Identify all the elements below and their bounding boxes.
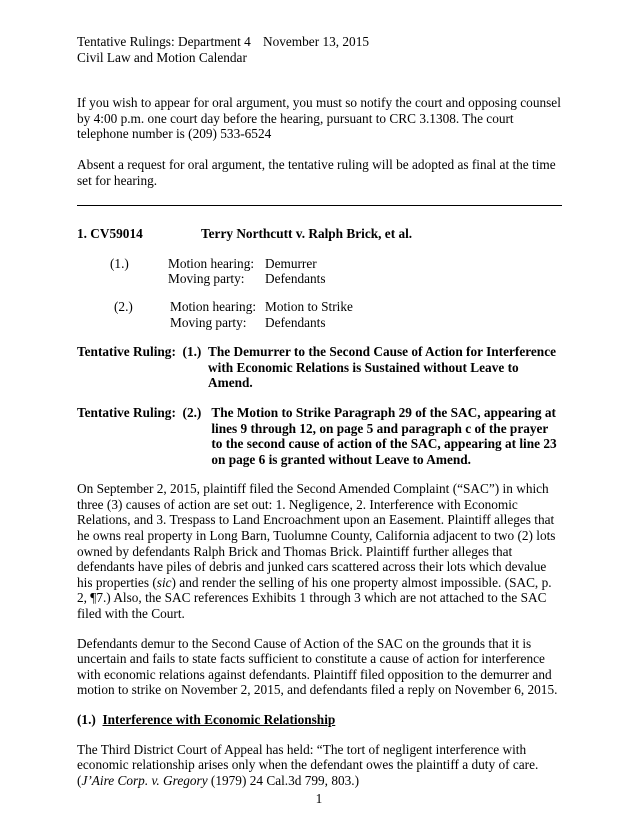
- background-paragraph: On September 2, 2015, plaintiff filed the Second Amended Complaint (“SAC”) in which three (3) causes of action are set out: 1. Negligence, 2. Interference with Economic Relations, and 3. Trespass to Land Encroachment upon an Easement. Plaintiff alleges that he owns real property in Long Barn, Tuolumne County, California adjacent to two (2) lots owned by defendants Ralph Brick and Thomas Brick. Plaintiff further alleges that defendants have piles of debris and junked cars scattered across their lots which devalue his properties (sic) and render the selling of his one property almost impossible. (SAC, p. 2, ¶7.) Also, the SAC references Exhibits 1 through 3 which are not attached to the SAC filed with the Court.: [77, 481, 556, 622]
- absent-request-notice: Absent a request for oral argument, the tentative ruling will be adopted as final at the time set for hearing.: [77, 156, 556, 188]
- header-calendar: Civil Law and Motion Calendar: [77, 49, 247, 65]
- case-heading: [77, 226, 562, 242]
- moving-party-label: Moving party:: [168, 271, 245, 287]
- header-department: Tentative Rulings: Department 4: [77, 34, 251, 49]
- demurrer-paragraph: Defendants demur to the Second Cause of Action of the SAC on the grounds that it is uncertain and fails to state facts sufficient to constitute a cause of action for interference with economic relations against defendants. Plaintiff filed opposition to the demurrer and motion to strike on November 2, 2015, and defendants filed a reply on November 6, 2015.: [77, 635, 558, 698]
- motion-number: (1.): [110, 255, 129, 271]
- tentative-ruling-2: [77, 405, 562, 467]
- case-title: Terry Northcutt v. Ralph Brick, et al.: [201, 226, 413, 242]
- ruling-lead: Tentative Ruling: (1.): [77, 344, 209, 360]
- document-page: [77, 34, 562, 788]
- header-date: November 13, 2015: [263, 34, 369, 49]
- oral-argument-notice: If you wish to appear for oral argument, you must so notify the court and opposing counsel by 4:00 p.m. one court day before the hearing, pursuant to CRC 3.1308. The court telephone number is (209) 533-6524: [77, 95, 561, 142]
- law-paragraph: The Third District Court of Appeal has held: “The tort of negligent interference with economic relationship arises only when the defendant owes the plaintiff a duty of care. (J’Aire Corp. v. Gregory (1979) 24 Cal.3d 799, 803.): [77, 741, 539, 788]
- header: [77, 34, 562, 50]
- ruling-text: The Demurrer to the Second Cause of Action for Interference with Economic Relations is Sustained without Leave to Amend.: [208, 344, 557, 391]
- motion-hearing-label: Motion hearing:: [170, 298, 257, 314]
- motion-hearing-value: Motion to Strike: [265, 298, 353, 314]
- motion-hearing-value: Demurrer: [265, 255, 317, 271]
- moving-party-label: Moving party:: [170, 314, 247, 330]
- motion-2: [77, 299, 562, 330]
- ruling-lead: Tentative Ruling: (2.): [77, 404, 212, 420]
- moving-party-value: Defendants: [265, 271, 326, 287]
- ruling-text: The Motion to Strike Paragraph 29 of the SAC, appearing at lines 9 through 12, on page 5 and paragraph c of the prayer to the second cause of action of the SAC, appearing at line 23 on page 6 is granted without Leave to Amend.: [211, 404, 557, 467]
- motion-hearing-label: Motion hearing:: [168, 255, 255, 271]
- motion-number: (2.): [114, 298, 133, 314]
- motion-1: [77, 256, 562, 287]
- tentative-ruling-1: [77, 344, 562, 391]
- case-number: 1. CV59014: [77, 226, 143, 242]
- page-number: 1: [315, 791, 323, 806]
- moving-party-value: Defendants: [265, 314, 326, 330]
- section-heading: (1.) Interference with Economic Relationship: [77, 712, 336, 727]
